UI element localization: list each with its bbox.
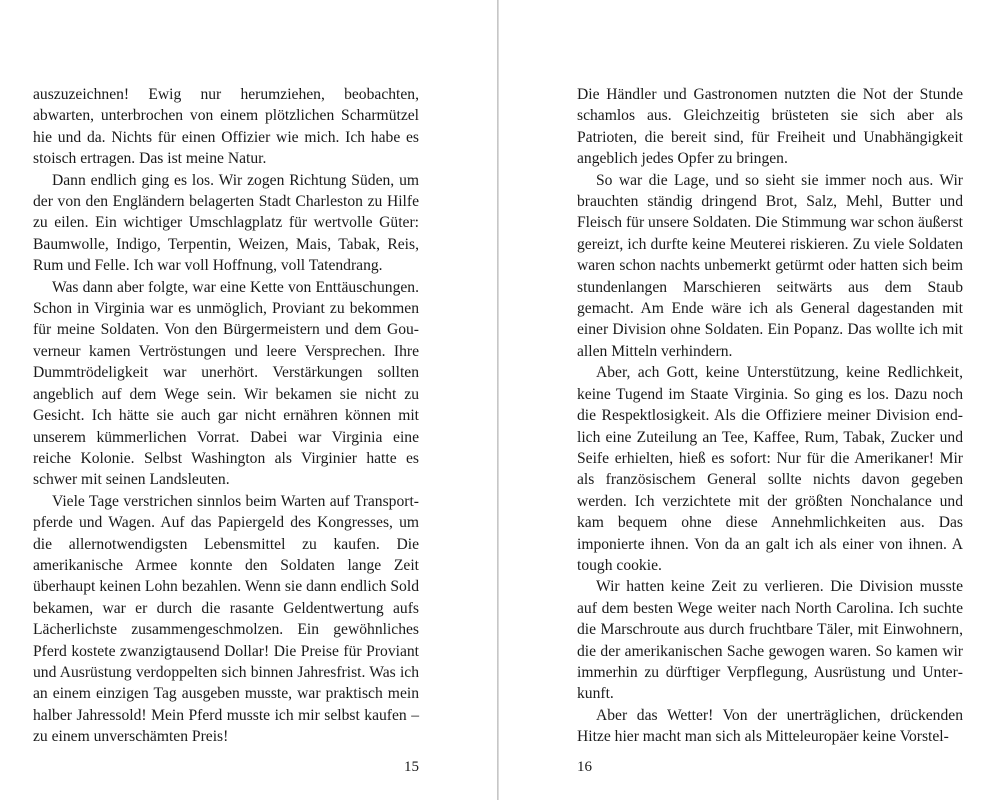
page-number-left: 15 (404, 759, 419, 775)
paragraph: auszuzeichnen! Ewig nur herumziehen, beobachten, abwarten, unterbrochen von einem plötzlichen Scharmützel hie und da. Nichts für einen Offizier wie mich. Ich habe es stoisch ertragen. Das ist meine Natur. (33, 86, 419, 168)
left-page-text (33, 84, 419, 748)
paragraph: Aber, ach Gott, keine Unterstützung, keine Redlichkeit, keine Tugend im Staate Virginia. So ging es los. Dazu noch die Respektlosigkeit. Als die Offiziere meiner Division endlich eine Zuteilung an Tee, Kaffee, Rum, Tabak, Zucker und Seife erhielten, hieß es sofort: Nur für die Amerikaner! Mir als französischem General sollte nichts davon gegeben werden. Ich verzichtete mit der größten Nonchalance und kam bequem ohne diese Annehmlichkeiten aus. Das imponierte ihnen. Von da an galt ich als einer von ihnen. A tough cookie. (577, 364, 963, 574)
page-number-right: 16 (577, 759, 592, 775)
paragraph: Aber das Wetter! Von der unerträglichen, drückenden Hitze hier macht man sich als Mitteleuropäer keine Vorstel- (577, 706, 963, 746)
left-page (0, 0, 497, 800)
right-page (499, 0, 1000, 800)
right-page-text (577, 84, 963, 748)
paragraph: Was dann aber folgte, war eine Kette von Enttäuschungen. Schon in Virginia war es unmöglich, Proviant zu bekommen für meine Soldaten. Von den Bürgermeistern und dem Gouverneur kamen Vertröstungen und leere Versprechen. Ihre Dummtrödeligkeit war unerhört. Verstärkungen sollten angeblich auf dem Wege sein. Wir bekamen sie nicht zu Gesicht. Ich hätte sie auch gar nicht ernähren können mit unserem kümmerlichen Vorrat. Dabei war Virginia eine reiche Kolonie. Selbst Washington als Virginier hatte es schwer mit seinen Landsleuten. (33, 278, 419, 489)
paragraph: Dann endlich ging es los. Wir zogen Richtung Süden, um der von den Engländern belagerten Stadt Charleston zu Hilfe zu eilen. Ein wichtiger Umschlagplatz für wertvolle Güter: Baumwolle, Indigo, Terpentin, Weizen, Mais, Tabak, Reis, Rum und Felle. Ich war voll Hoffnung, voll Tatendrang. (33, 171, 419, 275)
paragraph: Wir hatten keine Zeit zu verlieren. Die Division musste auf dem besten Wege weiter nach North Carolina. Ich suchte die Marschroute aus durch fruchtbare Täler, mit Einwohnern, die der amerikanischen Sache gewogen waren. So kamen wir immerhin zu dürftiger Verpflegung, Ausrüstung und Unterkunft. (577, 578, 963, 703)
paragraph: Viele Tage verstrichen sinnlos beim Warten auf Transportpferde und Wagen. Auf das Papiergeld des Kongresses, um die allernotwendigsten Lebensmittel zu kaufen. Die amerikanische Armee konnte den Soldaten lange Zeit überhaupt keinen Lohn bezahlen. Wenn sie dann endlich Sold bekamen, war er durch die rasante Geldentwertung aufs Lächerlichste zusammengeschmolzen. Ein gewöhnliches Pferd kostete zwanzigtausend Dollar! Die Preise für Proviant und Ausrüstung verdoppelten sich binnen Jahresfrist. Was ich an einem einzigen Tag ausgeben musste, war praktisch mein halber Jahressold! Mein Pferd musste ich mir selbst kaufen – zu einem unverschämten Preis! (33, 492, 419, 746)
paragraph: Die Händler und Gastronomen nutzten die Not der Stunde schamlos aus. Gleichzeitig brüsteten sie sich aber als Patrioten, die bereit sind, für Freiheit und Unabhängigkeit angeblich jedes Opfer zu bringen. (577, 86, 963, 168)
paragraph: So war die Lage, und so sieht sie immer noch aus. Wir brauchten ständig dringend Brot, Salz, Mehl, Butter und Fleisch für unsere Soldaten. Die Stimmung war schon äußerst gereizt, ich durfte keine Meuterei riskieren. Zu viele Soldaten waren schon nachts unbemerkt getürmt oder hatten sich beim stundenlangen Marschieren seitwärts aus dem Staub gemacht. Am Ende wäre ich als General dagestanden mit einer Division ohne Soldaten. Ein Popanz. Das wollte ich mit allen Mitteln verhindern. (577, 171, 963, 360)
